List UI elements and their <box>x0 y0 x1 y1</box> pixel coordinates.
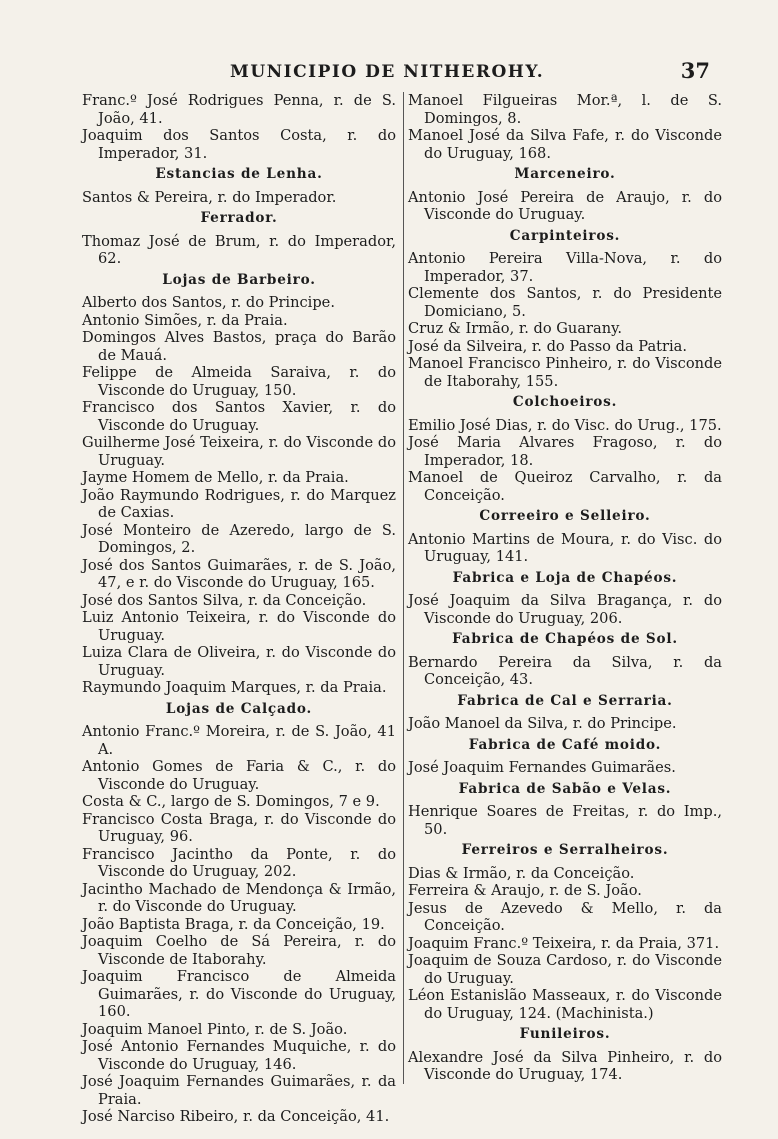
section-heading: Fabrica de Chapéos de Sol. <box>452 631 678 647</box>
directory-entry: Dias & Irmão, r. da Conceição. <box>408 864 635 882</box>
section-heading: Correeiro e Selleiro. <box>479 508 651 524</box>
directory-entry: José da Silveira, r. do Passo da Patria. <box>408 337 687 355</box>
directory-section <box>82 210 396 268</box>
directory-entry: Clemente dos Santos, r. do Presidente Domiciano, 5. <box>408 285 722 320</box>
directory-entry: Manoel José da Silva Fafe, r. do Visconde do Uruguay, 168. <box>408 127 722 162</box>
directory-entry: Antonio Franc.º Moreira, r. de S. João, 41 A. <box>82 723 396 758</box>
directory-entry: Guilherme José Teixeira, r. do Visconde do Uruguay. <box>82 434 396 469</box>
directory-entry: José Narciso Ribeiro, r. da Conceição, 41. <box>82 1108 390 1125</box>
directory-entry: Thomaz José de Brum, r. do Imperador, 62. <box>82 232 396 267</box>
directory-entry: Bernardo Pereira da Silva, r. da Conceição, 43. <box>408 653 722 688</box>
directory-entry: Francisco Jacintho da Ponte, r. do Visconde do Uruguay, 202. <box>82 845 396 880</box>
directory-section <box>408 508 722 566</box>
section-heading: Funileiros. <box>519 1026 611 1042</box>
section-heading: Fabrica de Cal e Serraria. <box>457 692 673 709</box>
section-heading: Lojas de Calçado. <box>165 700 313 717</box>
section-heading: Lojas de Barbeiro. <box>162 271 316 288</box>
directory-section <box>408 842 722 1022</box>
directory-entry: José Monteiro de Azeredo, largo de S. Domingos, 2. <box>82 521 396 556</box>
directory-entry: Alberto dos Santos, r. do Principe. <box>82 294 335 311</box>
directory-entry: José Antonio Fernandes Muquiche, r. do Visconde do Uruguay, 146. <box>82 1038 396 1073</box>
section-heading: Fabrica de Sabão e Velas. <box>458 780 672 797</box>
directory-section <box>408 570 722 628</box>
directory-section <box>408 693 722 733</box>
directory-entry: Joaquim Coelho de Sá Pereira, r. do Visconde de Itaborahy. <box>82 933 396 968</box>
directory-entry: Francisco Costa Braga, r. do Visconde do Uruguay, 96. <box>82 810 396 845</box>
directory-section <box>408 166 722 224</box>
directory-entry: Joaquim Manoel Pinto, r. de S. João. <box>82 1020 348 1038</box>
directory-entry: Antonio Gomes de Faria & C., r. do Visconde do Uruguay. <box>82 758 396 793</box>
section-heading: Marceneiro. <box>514 166 616 182</box>
directory-entry: José dos Santos Guimarães, r. de S. João, 47, e r. do Visconde do Uruguay, 165. <box>82 556 396 591</box>
directory-section <box>408 228 722 391</box>
section-heading: Ferreiros e Serralheiros. <box>461 842 669 858</box>
directory-entry: Henrique Soares de Freitas, r. do Imp., 50. <box>408 803 722 838</box>
directory-section <box>408 394 722 504</box>
directory-entry: Joaquim Franc.º Teixeira, r. da Praia, 371. <box>408 934 720 952</box>
directory-entry: José Joaquim da Silva Bragança, r. do Visconde do Uruguay, 206. <box>408 592 722 627</box>
directory-entry: Manoel Filgueiras Mor.ª, l. de S. Domingos, 8. <box>408 92 722 127</box>
directory-entry: Francisco dos Santos Xavier, r. do Visconde do Uruguay. <box>82 399 396 434</box>
directory-section <box>408 781 722 839</box>
directory-entry: Costa & C., largo de S. Domingos, 7 e 9. <box>82 793 380 810</box>
page-number: 37 <box>680 58 710 83</box>
directory-entry: Joaquim dos Santos Costa, r. do Imperador, 31. <box>82 127 396 162</box>
directory-entry: José Joaquim Fernandes Guimarães. <box>408 759 676 776</box>
directory-entry: Joaquim Francisco de Almeida Guimarães, r. do Visconde do Uruguay, 160. <box>82 968 396 1020</box>
directory-section <box>408 1026 722 1084</box>
directory-entry: Manoel de Queiroz Carvalho, r. da Conceição. <box>408 469 722 504</box>
directory-entry: Antonio Martins de Moura, r. do Visc. do Uruguay, 141. <box>408 530 722 565</box>
directory-entry: João Baptista Braga, r. da Conceição, 19. <box>82 915 385 933</box>
directory-entry: José Maria Alvares Fragoso, r. do Imperador, 18. <box>408 434 722 469</box>
directory-section <box>408 92 722 162</box>
section-heading: Ferrador. <box>200 210 278 226</box>
directory-section <box>82 166 396 206</box>
directory-section <box>408 737 722 777</box>
directory-entry: João Manoel da Silva, r. do Principe. <box>408 715 677 732</box>
directory-entry: José Joaquim Fernandes Guimarães, r. da Praia. <box>82 1073 396 1108</box>
directory-entry: Jayme Homem de Mello, r. da Praia. <box>82 469 349 486</box>
directory-entry: Ferreira & Araujo, r. de S. João. <box>408 882 642 899</box>
directory-entry: Antonio Pereira Villa-Nova, r. do Imperador, 37. <box>408 250 722 285</box>
directory-entry: Antonio Simões, r. da Praia. <box>82 311 288 329</box>
directory-entry: Joaquim de Souza Cardoso, r. do Visconde do Uruguay. <box>408 952 722 987</box>
directory-section <box>82 701 396 1126</box>
directory-entry: Jesus de Azevedo & Mello, r. da Conceição. <box>408 899 722 934</box>
directory-section <box>82 272 396 697</box>
directory-entry: José dos Santos Silva, r. da Conceição. <box>82 591 367 609</box>
directory-section <box>82 92 396 162</box>
directory-entry: Jacintho Machado de Mendonça & Irmão, r. do Visconde do Uruguay. <box>82 880 396 915</box>
section-heading: Carpinteiros. <box>509 227 621 244</box>
directory-entry: Domingos Alves Bastos, praça do Barão de Mauá. <box>82 329 396 364</box>
directory-entry: Santos & Pereira, r. do Imperador. <box>82 188 337 206</box>
directory-entry: Raymundo Joaquim Marques, r. da Praia. <box>82 679 387 696</box>
directory-entry: Luiz Antonio Teixeira, r. do Visconde do Uruguay. <box>82 609 396 644</box>
page-header <box>80 58 710 88</box>
directory-entry: Antonio José Pereira de Araujo, r. do Visconde do Uruguay. <box>408 188 722 223</box>
section-heading: Colchoeiros. <box>512 394 618 410</box>
directory-entry: Franc.º José Rodrigues Penna, r. de S. João, 41. <box>82 92 396 127</box>
section-heading: Fabrica de Café moido. <box>468 736 662 753</box>
right-column <box>403 92 722 1084</box>
section-heading: Fabrica e Loja de Chapéos. <box>452 569 678 586</box>
section-heading: Estancias de Lenha. <box>155 166 323 182</box>
page-title: MUNICIPIO DE NITHEROHY. <box>230 62 545 82</box>
directory-entry: Cruz & Irmão, r. do Guarany. <box>408 320 623 337</box>
directory-section <box>408 631 722 689</box>
left-column <box>82 92 396 1126</box>
directory-entry: Emilio José Dias, r. do Visc. do Urug., 175. <box>408 416 722 434</box>
directory-entry: João Raymundo Rodrigues, r. do Marquez de Caxias. <box>82 486 396 521</box>
directory-entry: Felippe de Almeida Saraiva, r. do Visconde do Uruguay, 150. <box>82 364 396 399</box>
directory-entry: Alexandre José da Silva Pinheiro, r. do Visconde do Uruguay, 174. <box>408 1048 722 1083</box>
directory-entry: Léon Estanislão Masseaux, r. do Visconde do Uruguay, 124. (Machinista.) <box>408 987 722 1022</box>
directory-entry: Luiza Clara de Oliveira, r. do Visconde do Uruguay. <box>82 644 396 679</box>
directory-entry: Manoel Francisco Pinheiro, r. do Visconde de Itaborahy, 155. <box>408 355 722 390</box>
